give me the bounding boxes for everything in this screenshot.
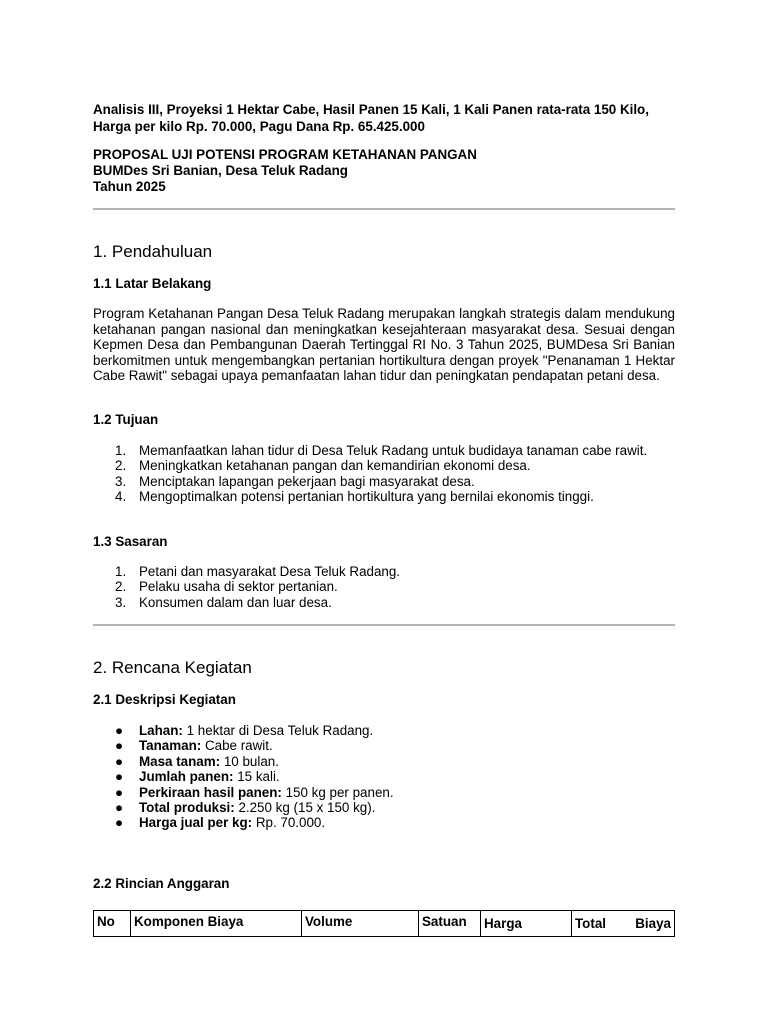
list-item: 3. Menciptakan lapangan pekerjaan bagi masyarakat desa. xyxy=(115,473,475,489)
proposal-header xyxy=(93,147,477,195)
proposal-title: PROPOSAL UJI POTENSI PROGRAM KETAHANAN PANGAN xyxy=(93,147,477,162)
list-item: ● Total produksi: 2.250 kg (15 x 150 kg). xyxy=(115,800,376,816)
header-harga: Harga xyxy=(481,911,572,937)
section-1-3-heading: 1.3 Sasaran xyxy=(93,534,168,549)
section-2-2-heading: 2.2 Rincian Anggaran xyxy=(93,876,230,891)
section-1-heading: 1. Pendahuluan xyxy=(93,242,213,261)
deskripsi-list xyxy=(93,723,675,831)
list-item: ● Masa tanam: 10 bulan. xyxy=(115,753,279,769)
header-komponen-biaya: Komponen Biaya xyxy=(131,911,302,937)
proposal-year: Tahun 2025 xyxy=(93,179,166,194)
list-item: ● Tanaman: Cabe rawit. xyxy=(115,738,273,754)
list-item: ● Lahan: 1 hektar di Desa Teluk Radang. xyxy=(115,723,374,738)
list-item: 1. Memanfaatkan lahan tidur di Desa Teluk Radang untuk budidaya tanaman cabe rawit. xyxy=(115,443,648,458)
header-no: No xyxy=(94,911,131,937)
list-item: 3. Konsumen dalam dan luar desa. xyxy=(115,594,332,610)
list-item: 2. Pelaku usaha di sektor pertanian. xyxy=(115,579,338,595)
section-1-2-heading: 1.2 Tujuan xyxy=(93,412,159,427)
header-biaya: Biaya xyxy=(635,916,671,931)
tujuan-list xyxy=(93,443,675,505)
header-total-biaya xyxy=(572,911,675,937)
header-volume: Volume xyxy=(302,911,419,937)
budget-table xyxy=(93,910,675,937)
divider-1 xyxy=(93,208,675,210)
sasaran-list xyxy=(93,564,675,610)
analysis-title: Analisis III, Proyeksi 1 Hektar Cabe, Hasil Panen 15 Kali, 1 Kali Panen rata-rata 150 Kilo, Harga per kilo Rp. 70.000, Pagu Dana Rp. 65.425.000 xyxy=(93,102,649,134)
list-item: ● Jumlah panen: 15 kali. xyxy=(115,769,280,785)
header-total: Total xyxy=(575,916,606,931)
list-item: 1. Petani dan masyarakat Desa Teluk Radang. xyxy=(115,564,401,579)
section-2-1-heading: 2.1 Deskripsi Kegiatan xyxy=(93,692,236,707)
header-satuan: Satuan xyxy=(419,911,481,937)
section-2-heading: 2. Rencana Kegiatan xyxy=(93,658,252,677)
section-1-1-heading: 1.1 Latar Belakang xyxy=(93,276,212,291)
list-item: ● Perkiraan hasil panen: 150 kg per panen. xyxy=(115,784,394,800)
list-item: ● Harga jual per kg: Rp. 70.000. xyxy=(115,815,326,831)
proposal-organization: BUMDes Sri Banian, Desa Teluk Radang xyxy=(93,163,348,178)
table-header-row xyxy=(94,911,675,937)
latar-belakang-paragraph: Program Ketahanan Pangan Desa Teluk Radang merupakan langkah strategis dalam mendukung ketahanan pangan nasional dan meningkatkan kesejahteraan masyarakat desa. Sesuai dengan Kepmen Desa dan Pembangunan Daerah Tertinggal RI No. 3 Tahun 2025, BUMDesa Sri Banian berkomitmen untuk mengembangkan pertanian hortikultura dengan proyek "Penanaman 1 Hektar Cabe Rawit" sebagai upaya pemanfaatan lahan tidur dan peningkatan pendapatan petani desa. xyxy=(93,306,675,384)
list-item: 2. Meningkatkan ketahanan pangan dan kemandirian ekonomi desa. xyxy=(115,458,531,474)
list-item: 4. Mengoptimalkan potensi pertanian hortikultura yang bernilai ekonomis tinggi. xyxy=(115,489,594,505)
divider-2 xyxy=(93,624,675,626)
